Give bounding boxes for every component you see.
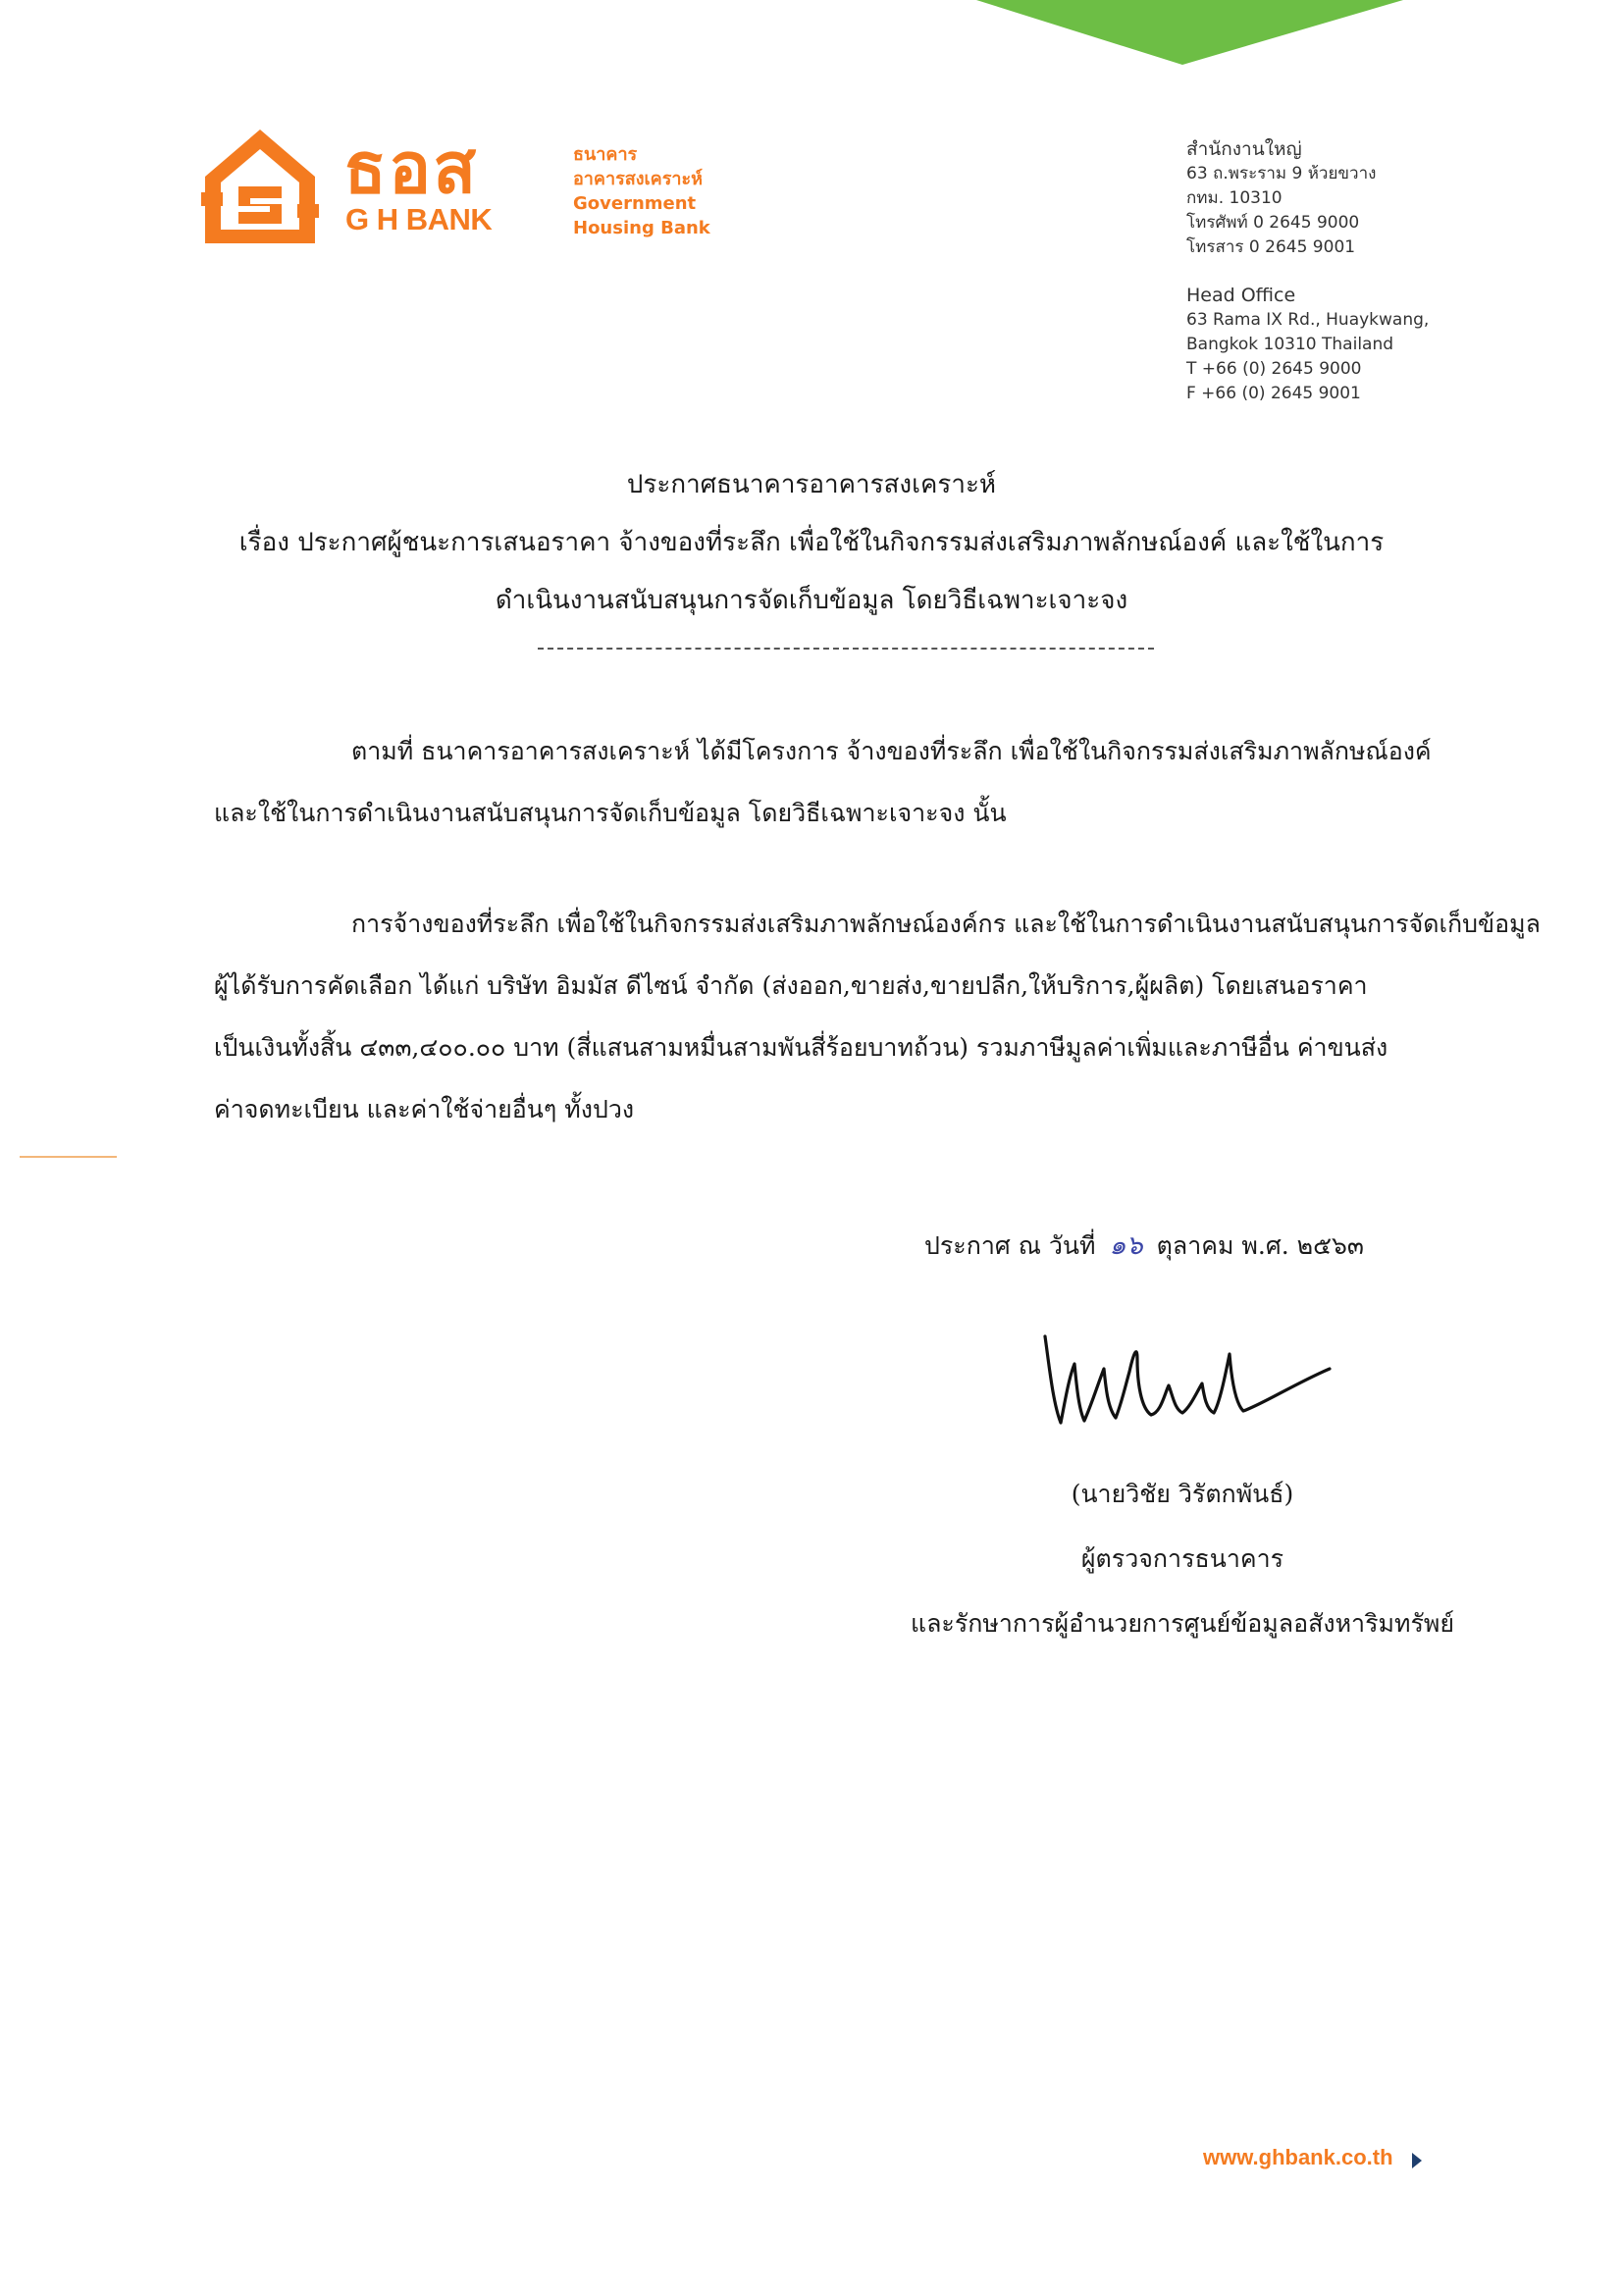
date-suffix: ตุลาคม พ.ศ. ๒๕๖๓ — [1156, 1231, 1364, 1260]
paragraph-line: ตามที่ ธนาคารอาคารสงเคราะห์ ได้มีโครงการ จ้างของที่ระลึก เพื่อใช้ในกิจกรรมส่งเสริมภาพลักษณ์องค์ — [351, 737, 1432, 765]
signatory-block — [864, 1462, 1501, 1656]
date-day-handwritten: ๑๖ — [1109, 1230, 1143, 1261]
title-divider — [538, 648, 1154, 650]
paragraph-line: ผู้ได้รับการคัดเลือก ได้แก่ บริษัท อิมมัส ดีไซน์ จำกัด (ส่งออก,ขายส่ง,ขายปลีก,ให้บริการ,ผู้ผลิต) โดยเสนอราคา — [214, 971, 1368, 1000]
signatory-name: (นายวิชัย วิรัตกพันธ์) — [1071, 1480, 1294, 1508]
address-line: 63 Rama IX Rd., Huaykwang, — [1186, 310, 1430, 330]
header-green-tab — [0, 0, 1623, 69]
website-link[interactable]: www.ghbank.co.th — [1203, 2145, 1393, 2169]
logo-english-wordmark: G H BANK — [345, 202, 493, 236]
body-paragraph-1 — [214, 720, 1476, 844]
logo-thai-wordmark: ธอส — [343, 127, 479, 209]
ghbank-logo-icon — [201, 126, 319, 249]
announcement-date — [924, 1222, 1364, 1271]
address-line: สำนักงานใหญ่ — [1186, 138, 1302, 160]
bank-name-line: อาคารสงเคราะห์ — [573, 169, 704, 189]
bank-name-block — [573, 142, 710, 240]
date-prefix: ประกาศ ณ วันที่ — [924, 1231, 1096, 1260]
address-line: โทรสาร 0 2645 9001 — [1186, 237, 1356, 257]
title-line: เรื่อง ประกาศผู้ชนะการเสนอราคา จ้างของที่ระลึก เพื่อใช้ในกิจกรรมส่งเสริมภาพลักษณ์องค์ และใช้ในการ — [238, 528, 1385, 557]
title-line: ประกาศธนาคารอาคารสงเคราะห์ — [626, 470, 997, 499]
body-paragraph-2 — [214, 893, 1541, 1140]
handwritten-signature — [1035, 1325, 1339, 1442]
head-office-address — [1186, 137, 1429, 406]
address-line: โทรศัพท์ 0 2645 9000 — [1186, 213, 1360, 233]
address-line: F +66 (0) 2645 9001 — [1186, 384, 1361, 403]
bank-name-line: Housing Bank — [573, 218, 710, 238]
address-line: Head Office — [1186, 285, 1296, 306]
margin-mark — [20, 1156, 117, 1158]
address-line: Bangkok 10310 Thailand — [1186, 335, 1394, 354]
address-line: 63 ถ.พระราม 9 ห้วยขวาง — [1186, 164, 1377, 183]
signatory-position: ผู้ตรวจการธนาคาร — [1080, 1544, 1284, 1573]
paragraph-line: และใช้ในการดำเนินงานสนับสนุนการจัดเก็บข้อมูล โดยวิธีเฉพาะเจาะจง นั้น — [214, 799, 1007, 827]
bank-name-line: Government — [573, 193, 697, 214]
paragraph-line: การจ้างของที่ระลึก เพื่อใช้ในกิจกรรมส่งเสริมภาพลักษณ์องค์กร และใช้ในการดำเนินงานสนับสนุนการจัดเก็บข้อมูล — [351, 910, 1541, 938]
bank-name-line: ธนาคาร — [573, 144, 638, 165]
paragraph-line: ค่าจดทะเบียน และค่าใช้จ่ายอื่นๆ ทั้งปวง — [214, 1095, 635, 1123]
address-line: กทม. 10310 — [1186, 188, 1283, 208]
arrow-right-icon — [1410, 2151, 1424, 2170]
announcement-title — [147, 456, 1476, 630]
title-line: ดำเนินงานสนับสนุนการจัดเก็บข้อมูล โดยวิธีเฉพาะเจาะจง — [495, 586, 1128, 615]
paragraph-line: เป็นเงินทั้งสิ้น ๔๓๓,๔๐๐.๐๐ บาท (สี่แสนสามหมื่นสามพันสี่ร้อยบาทถ้วน) รวมภาษีมูลค่าเพิ่มและภาษีอื่น ค่าขนส่ง — [214, 1033, 1388, 1062]
signatory-position: และรักษาการผู้อำนวยการศูนย์ข้อมูลอสังหาริมทรัพย์ — [910, 1609, 1455, 1638]
address-line: T +66 (0) 2645 9000 — [1186, 359, 1362, 379]
